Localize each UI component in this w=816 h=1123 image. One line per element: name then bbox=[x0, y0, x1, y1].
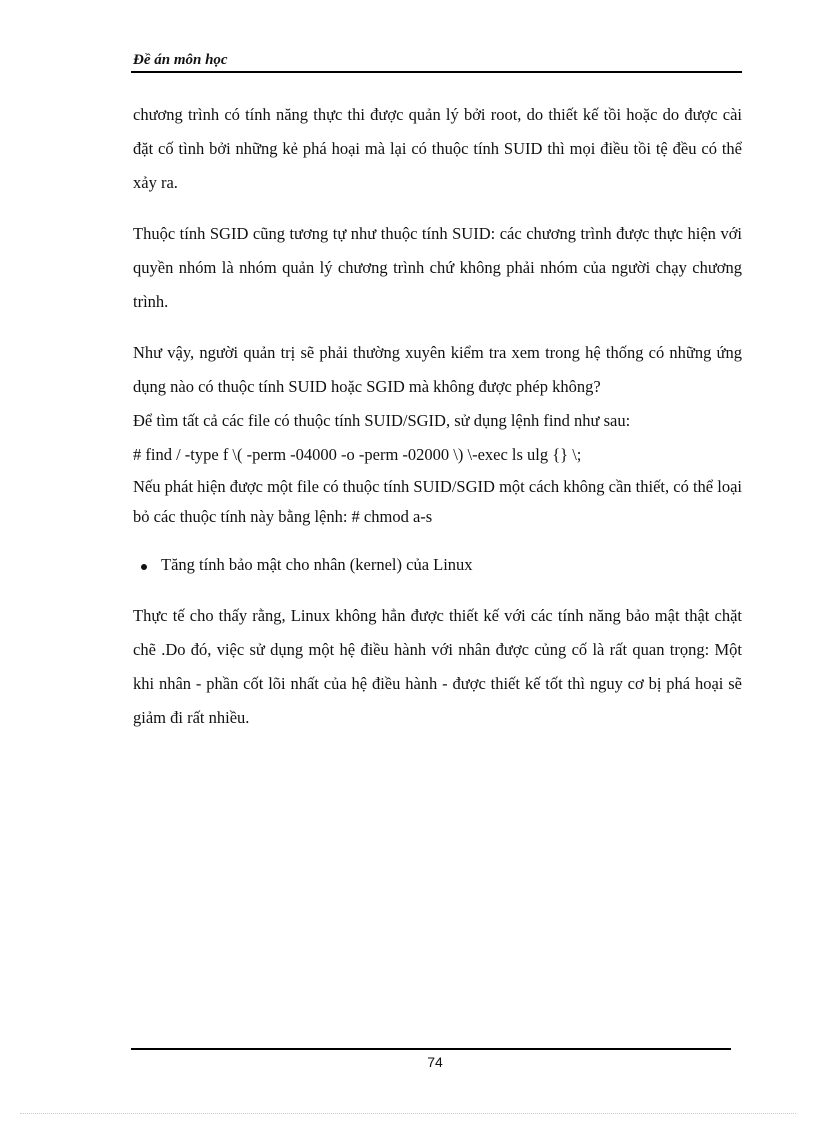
header-title: Đề án môn học bbox=[133, 52, 228, 68]
paragraph-find-intro: Để tìm tất cả các file có thuộc tính SUID/SGID, sử dụng lệnh find như sau: bbox=[133, 411, 631, 430]
bullet-text: Tăng tính bảo mật cho nhân (kernel) của Linux bbox=[161, 555, 473, 574]
body-text bbox=[133, 98, 742, 735]
paragraph-admin-check: Như vậy, người quản trị sẽ phải thường xuyên kiểm tra xem trong hệ thống có những ứng dụng nào có thuộc tính SUID hoặc SGID mà không được phép không? bbox=[133, 343, 742, 396]
paragraph-chmod: Nếu phát hiện được một file có thuộc tính SUID/SGID một cách không cần thiết, có thể loại bỏ các thuộc tính này bằng lệnh: # chmod a-s bbox=[133, 477, 742, 526]
paragraph-kernel: Thực tế cho thấy rằng, Linux không hẳn được thiết kế với các tính năng bảo mật thật chặt chẽ .Do đó, việc sử dụng một hệ điều hành với nhân được củng cố là rất quan trọng: Một khi nhân - phần cốt lõi nhất của hệ điều hành - được thiết kế tốt thì nguy cơ bị phá hoại sẽ giảm đi rất nhiều. bbox=[133, 606, 742, 727]
footer-rule bbox=[131, 1048, 731, 1050]
find-command: # find / -type f \( -perm -04000 -o -perm -02000 \) \-exec ls ulg {} \; bbox=[133, 445, 582, 464]
paragraph-sgid: Thuộc tính SGID cũng tương tự như thuộc tính SUID: các chương trình được thực hiện với quyền nhóm là nhóm quản lý chương trình chứ không phải nhóm của người chạy chương trình. bbox=[133, 224, 742, 311]
bullet-icon bbox=[141, 564, 147, 570]
paragraph-suid-risk: chương trình có tính năng thực thi được quản lý bởi root, do thiết kế tồi hoặc do được cài đặt cố tình bởi những kẻ phá hoại mà lại có thuộc tính SUID thì mọi điều tồi tệ đều có thể xảy ra. bbox=[133, 105, 742, 192]
page-bottom-border bbox=[20, 1113, 796, 1114]
header-rule bbox=[131, 71, 742, 73]
bullet-item-kernel bbox=[133, 548, 742, 582]
page-number: 74 bbox=[427, 1054, 443, 1070]
